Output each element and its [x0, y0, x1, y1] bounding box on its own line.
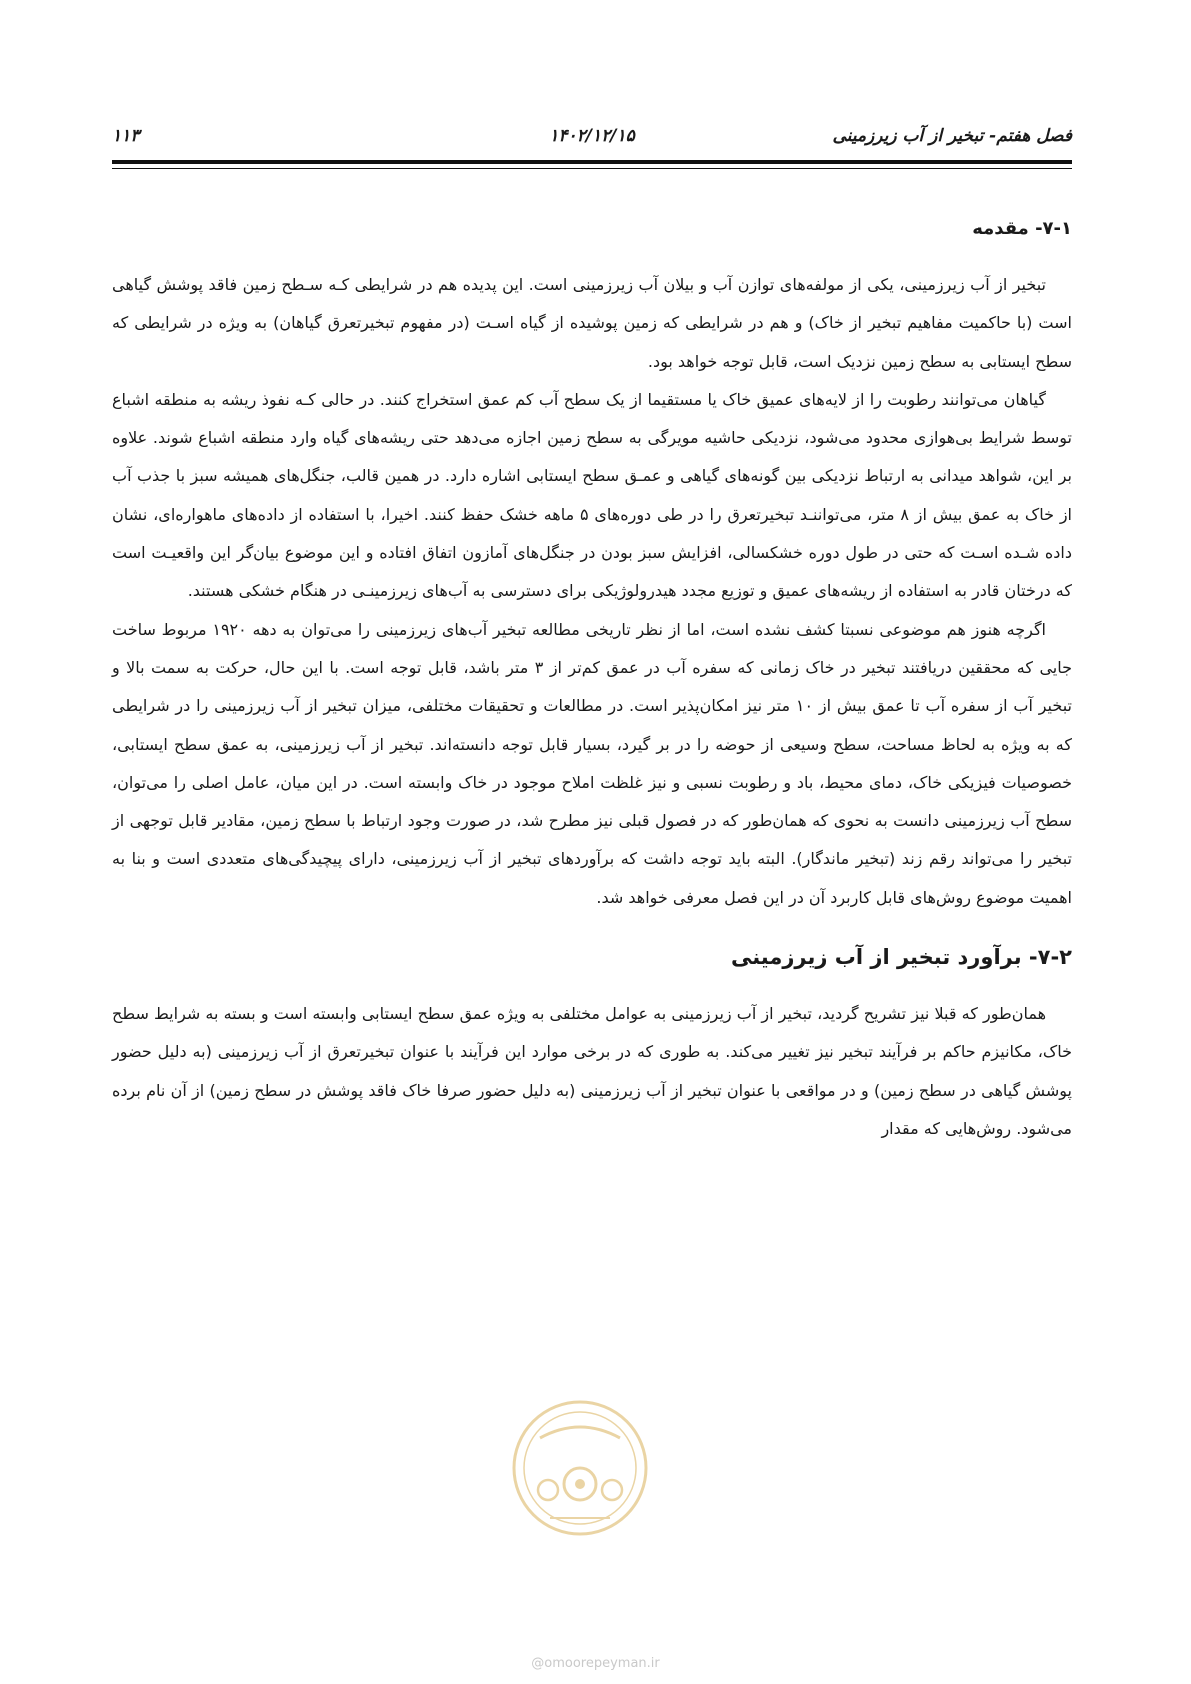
- paragraph: گیاهان می‌توانند رطوبت را از لایه‌های عمیق خاک یا مستقیما از یک سطح آب کم عمق استخراج کنند. در حالی کـه نفوذ ریشه به منطقه اشباع توسط شرایط بی‌هوازی محدود می‌شود، نزدیکی حاشیه مویرگی به سطح زمین اجازه می‌دهد حتی ریشه‌های گیاه وارد منطقه اشباع شوند. علاوه بر این، شواهد میدانی به ارتباط نزدیکی بین گونه‌های گیاهی و عمـق سطح ایستابی اشاره دارد. در همین قالب، جنگل‌های همیشه سبز با جذب آب از خاک به عمق بیش از ۸ متر، می‌تواننـد تبخیرتعرق را در طی دوره‌های ۵ ماهه خشک حفظ کنند. اخیرا، با استفاده از داده‌های ماهواره‌ای، نشان داده شـده اسـت که حتی در طول دوره خشکسالی، افزایش سبز بودن در جنگل‌های آمازون اتفاق افتاده و این موضوع بیان‌گر این واقعیـت است که درختان قادر به استفاده از ریشه‌های عمیق و توزیع مجدد هیدرولوژیکی برای دسترسی به آب‌های زیرزمینـی در هنگام خشکی هستند.: [112, 389, 1072, 601]
- header-rule-thick: [112, 160, 1072, 164]
- page-number: ۱۱۳: [112, 126, 140, 146]
- section-heading-intro: ۷-۱- مقدمه: [972, 218, 1072, 239]
- section-heading-estimation: ۷-۲- برآورد تبخیر از آب زیرزمینی: [730, 945, 1072, 970]
- chapter-title: فصل هفتم- تبخیر از آب زیرزمینی: [832, 126, 1072, 146]
- paragraph: تبخیر از آب زیرزمینی، یکی از مولفه‌های توازن آب و بیلان آب زیرزمینی است. این پدیده هم در شرایطی کـه سـطح زمین فاقد پوشش گیاهی است (با حاکمیت مفاهیم تبخیر از خاک) و هم در شرایطی که زمین پوشیده از گیاه اسـت (در مفهوم تبخیرتعرق گیاهان) به ویژه در شرایطی که سطح ایستابی به سطح زمین نزدیک است، قابل توجه خواهد بود.: [112, 275, 1072, 371]
- header-date: ۱۴۰۲/۱۲/۱۵: [549, 126, 635, 146]
- running-header: [112, 124, 1072, 148]
- watermark-logo-icon: [510, 1398, 650, 1538]
- paragraph: اگرچه هنوز هم موضوعی نسبتا کشف نشده است، اما از نظر تاریخی مطالعه تبخیر آب‌های زیرزمینی را می‌توان به دهه ۱۹۲۰ مربوط ساخت جایی که محققین دریافتند تبخیر در خاک زمانی که سفره آب در عمق کم‌تر از ۳ متر باشد، قابل توجه است. با این حال، حرکت به سمت بالا و تبخیر آب از سفره آب تا عمق بیش از ۱۰ متر نیز امکان‌پذیر است. در مطالعات و تحقیقات مختلفی، میزان تبخیر از آب زیرزمینی را در شرایطی که به ویژه به لحاظ مساحت، سطح وسیعی از حوضه را در بر گیرد، بسیار قابل توجه دانسته‌اند. تبخیر از آب زیرزمینی، به عمق سطح ایستابی، خصوصیات فیزیکی خاک، دمای محیط، باد و رطوبت نسبی و نیز غلظت املاح موجود در خاک وابسته است. در این میان، عامل اصلی را می‌توان، سطح آب زیرزمینی دانست به نحوی که همان‌طور که در فصول قبلی نیز مطرح شد، در صورت وجود ارتباط با سطح زمین، مقادیر قابل توجهی از تبخیر را می‌تواند رقم زند (تبخیر ماندگار). البته باید توجه داشت که برآوردهای تبخیر از آب زیرزمینی، دارای پیچیدگی‌های متعددی است و بنا به اهمیت موضوع روش‌های قابل کاربرد آن در این فصل معرفی خواهد شد.: [112, 619, 1073, 907]
- page-body: [112, 214, 1072, 1148]
- paragraph: همان‌طور که قبلا نیز تشریح گردید، تبخیر از آب زیرزمینی به عوامل مختلفی به ویژه عمق سطح ایستابی وابسته است و بسته به شرایط سطح خاک، مکانیزم حاکم بر فرآیند تبخیر نیز تغییر می‌کند. به طوری که در برخی موارد این فرآیند با عنوان تبخیرتعرق از آب زیرزمینی (به دلیل حضور پوشش گیاهی در سطح زمین) و در مواقعی با عنوان تبخیر از آب زیرزمینی (به دلیل حضور صرفا خاک فاقد پوشش در سطح زمین) از آن نام برده می‌شود. روش‌هایی که مقدار: [112, 1004, 1072, 1138]
- watermark-url: @omoorepeyman.ir: [531, 1656, 660, 1671]
- header-rule-thin: [112, 168, 1072, 169]
